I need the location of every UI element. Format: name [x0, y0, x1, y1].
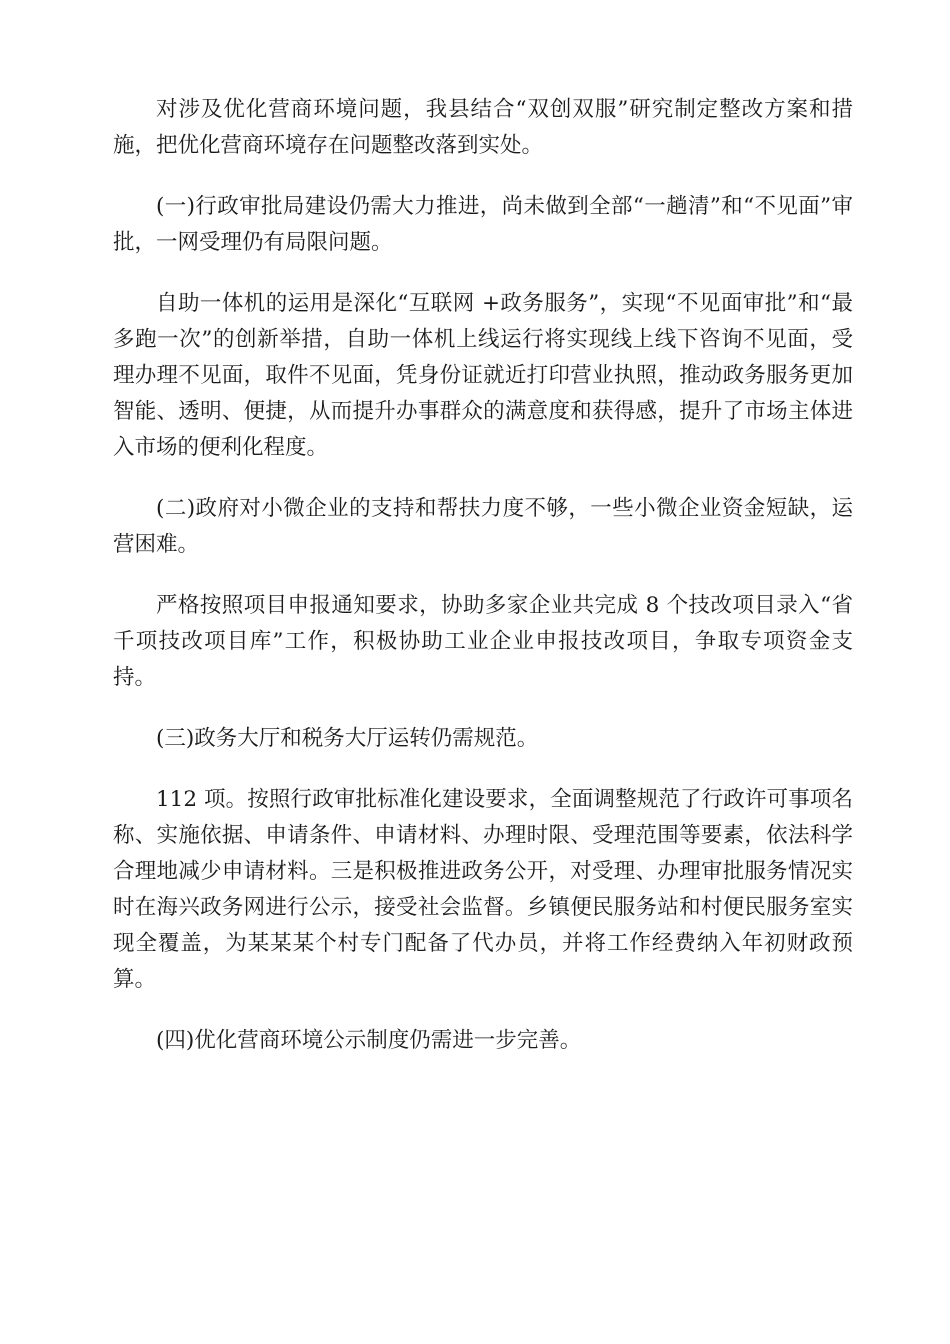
section-heading-2: (二)政府对小微企业的支持和帮扶力度不够，一些小微企业资金短缺，运营困难。 [113, 496, 853, 557]
paragraph-tech-projects: 严格按照项目申报通知要求，协助多家企业共完成 8 个技改项目录入“省千项技改项目库”工作，积极协助工业企业申报技改项目，争取专项资金支持。 [113, 593, 853, 690]
paragraph-intro: 对涉及优化营商环境问题，我县结合“双创双服”研究制定整改方案和措施，把优化营商环境存在问题整改落到实处。 [113, 97, 853, 158]
document-body [113, 92, 853, 1084]
section-heading-3: (三)政务大厅和税务大厅运转仍需规范。 [156, 726, 539, 751]
paragraph-self-service-terminal: 自助一体机的运用是深化“互联网 +政务服务”，实现“不见面审批”和“最多跑一次”的创新举措，自助一体机上线运行将实现线上线下咨询不见面，受理办理不见面，取件不见面，凭身份证就近打印营业执照，推动政务服务更加智能、透明、便捷，从而提升办事群众的满意度和获得感，提升了市场主体进入市场的便利化程度。 [113, 291, 853, 460]
section-heading-4: (四)优化营商环境公示制度仍需进一步完善。 [156, 1028, 582, 1053]
paragraph-standardization: 112 项。按照行政审批标准化建设要求，全面调整规范了行政许可事项名称、实施依据、申请条件、申请材料、办理时限、受理范围等要素，依法科学合理地减少申请材料。三是积极推进政务公开，对受理、办理审批服务情况实时在海兴政务网进行公示，接受社会监督。乡镇便民服务站和村便民服务室实现全覆盖，为某某某个村专门配备了代办员，并将工作经费纳入年初财政预算。 [113, 787, 853, 992]
section-heading-1: (一)行政审批局建设仍需大力推进，尚未做到全部“一趟清”和“不见面”审批，一网受理仍有局限问题。 [113, 194, 853, 255]
